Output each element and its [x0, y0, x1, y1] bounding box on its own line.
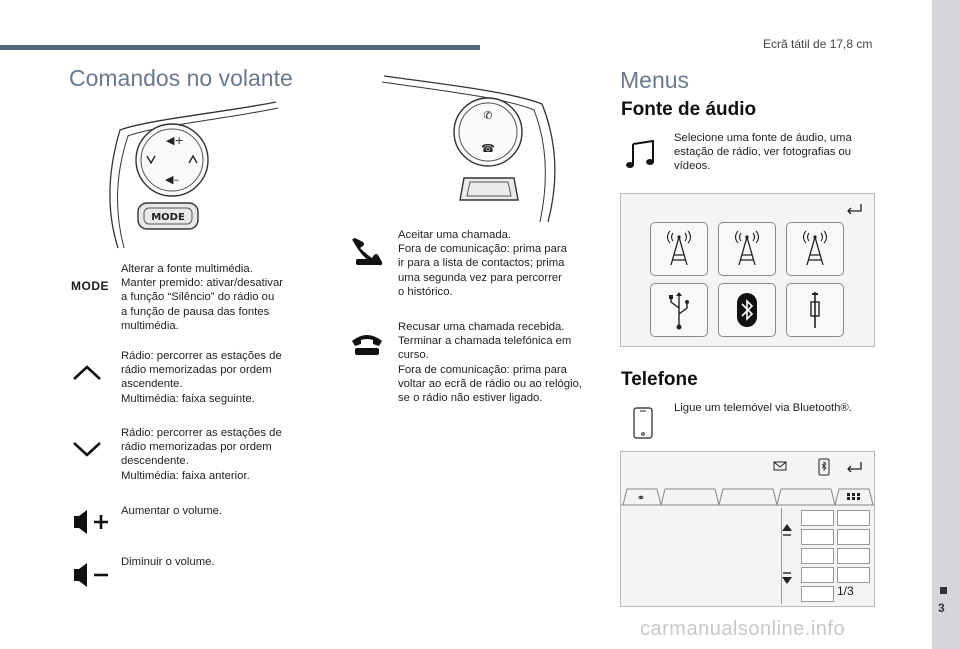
- phone-tab-bar: [621, 485, 874, 507]
- back-arrow-icon[interactable]: [845, 202, 863, 214]
- chevron-up-icon: [72, 365, 102, 381]
- smartphone-icon: [633, 407, 653, 439]
- phone-hangup-description: Recusar uma chamada recebida. Terminar a chamada telefónica em curso. Fora de comunicação: prima para voltar ao ecrã de rádio ou ao relógio, se o rádio não estiver ligado.: [398, 321, 583, 405]
- phone-settings-icon[interactable]: [818, 458, 830, 476]
- keypad-cell[interactable]: [801, 510, 834, 526]
- page-edge-band: [932, 0, 960, 649]
- keypad-cell[interactable]: [837, 567, 870, 583]
- phone-answer-icon: [350, 237, 384, 267]
- keypad-cell[interactable]: [801, 567, 834, 583]
- volume-up-icon: [72, 508, 112, 536]
- volume-down-icon: [72, 561, 112, 589]
- radio-source-tile-2[interactable]: [718, 222, 776, 276]
- keypad-cell[interactable]: [801, 529, 834, 545]
- keypad-cell[interactable]: [801, 586, 834, 602]
- mode-description: Alterar a fonte multimédia. Manter premido: ativar/desativar a função “Silêncio” do rádio ou a função de pausa das fontes multimédia.: [121, 263, 283, 332]
- phone-heading: Telefone: [621, 369, 698, 390]
- phone-answer-description: Aceitar uma chamada. Fora de comunicação: prima para ir para a lista de contactos; prima uma segunda vez para percorrer o histórico.: [398, 229, 567, 298]
- svg-text:☎: ☎: [481, 142, 495, 155]
- bluetooth-source-tile[interactable]: [718, 283, 776, 337]
- usb-source-tile[interactable]: [650, 283, 708, 337]
- phone-screen: [620, 451, 875, 607]
- section-header: Ecrã tátil de 17,8 cm: [763, 37, 873, 51]
- page-marker: [940, 587, 947, 594]
- audio-source-screen: [620, 193, 875, 347]
- page-number: 3: [938, 601, 945, 615]
- svg-text:✆: ✆: [483, 109, 493, 122]
- keypad-cell[interactable]: [837, 510, 870, 526]
- radio-source-tile-1[interactable]: [650, 222, 708, 276]
- audio-source-description: Selecione uma fonte de áudio, uma estação de rádio, ver fotografias ou vídeos.: [674, 132, 852, 173]
- svg-text:◀–: ◀–: [165, 173, 179, 186]
- mode-label: MODE: [71, 279, 109, 293]
- wheel-mode-label: MODE: [151, 212, 185, 223]
- steering-wheel-right-illustration: [382, 74, 562, 224]
- back-arrow-icon[interactable]: [845, 460, 863, 472]
- chevron-down-icon: [72, 441, 102, 457]
- top-rule: [0, 45, 480, 50]
- volume-down-description: Diminuir o volume.: [121, 556, 215, 568]
- music-note-icon: [625, 140, 657, 170]
- steering-wheel-left-illustration: [106, 100, 282, 250]
- phone-description: Ligue um telemóvel via Bluetooth®.: [674, 402, 852, 414]
- keypad-cell[interactable]: [837, 548, 870, 564]
- volume-up-description: Aumentar o volume.: [121, 505, 223, 517]
- keypad-cell[interactable]: [837, 529, 870, 545]
- radio-source-tile-3[interactable]: [786, 222, 844, 276]
- page-indicator: 1/3: [837, 584, 854, 598]
- scroll-up-icon[interactable]: [781, 523, 793, 537]
- scroll-down-icon[interactable]: [781, 571, 793, 585]
- audio-source-heading: Fonte de áudio: [621, 99, 757, 120]
- steering-controls-title: Comandos no volante: [69, 65, 293, 91]
- chevron-down-description: Rádio: percorrer as estações de rádio memorizadas por ordem descendente. Multimédia: faixa anterior.: [121, 427, 282, 482]
- message-icon[interactable]: [773, 461, 787, 471]
- menus-title: Menus: [620, 67, 690, 93]
- svg-text:⚭: ⚭: [636, 493, 646, 504]
- chevron-up-description: Rádio: percorrer as estações de rádio memorizadas por ordem ascendente. Multimédia: faixa seguinte.: [121, 350, 282, 405]
- aux-source-tile[interactable]: [786, 283, 844, 337]
- watermark: carmanualsonline.info: [640, 618, 846, 640]
- svg-text:◀+: ◀+: [166, 134, 184, 147]
- phone-hangup-icon: [350, 333, 384, 357]
- keypad-cell[interactable]: [801, 548, 834, 564]
